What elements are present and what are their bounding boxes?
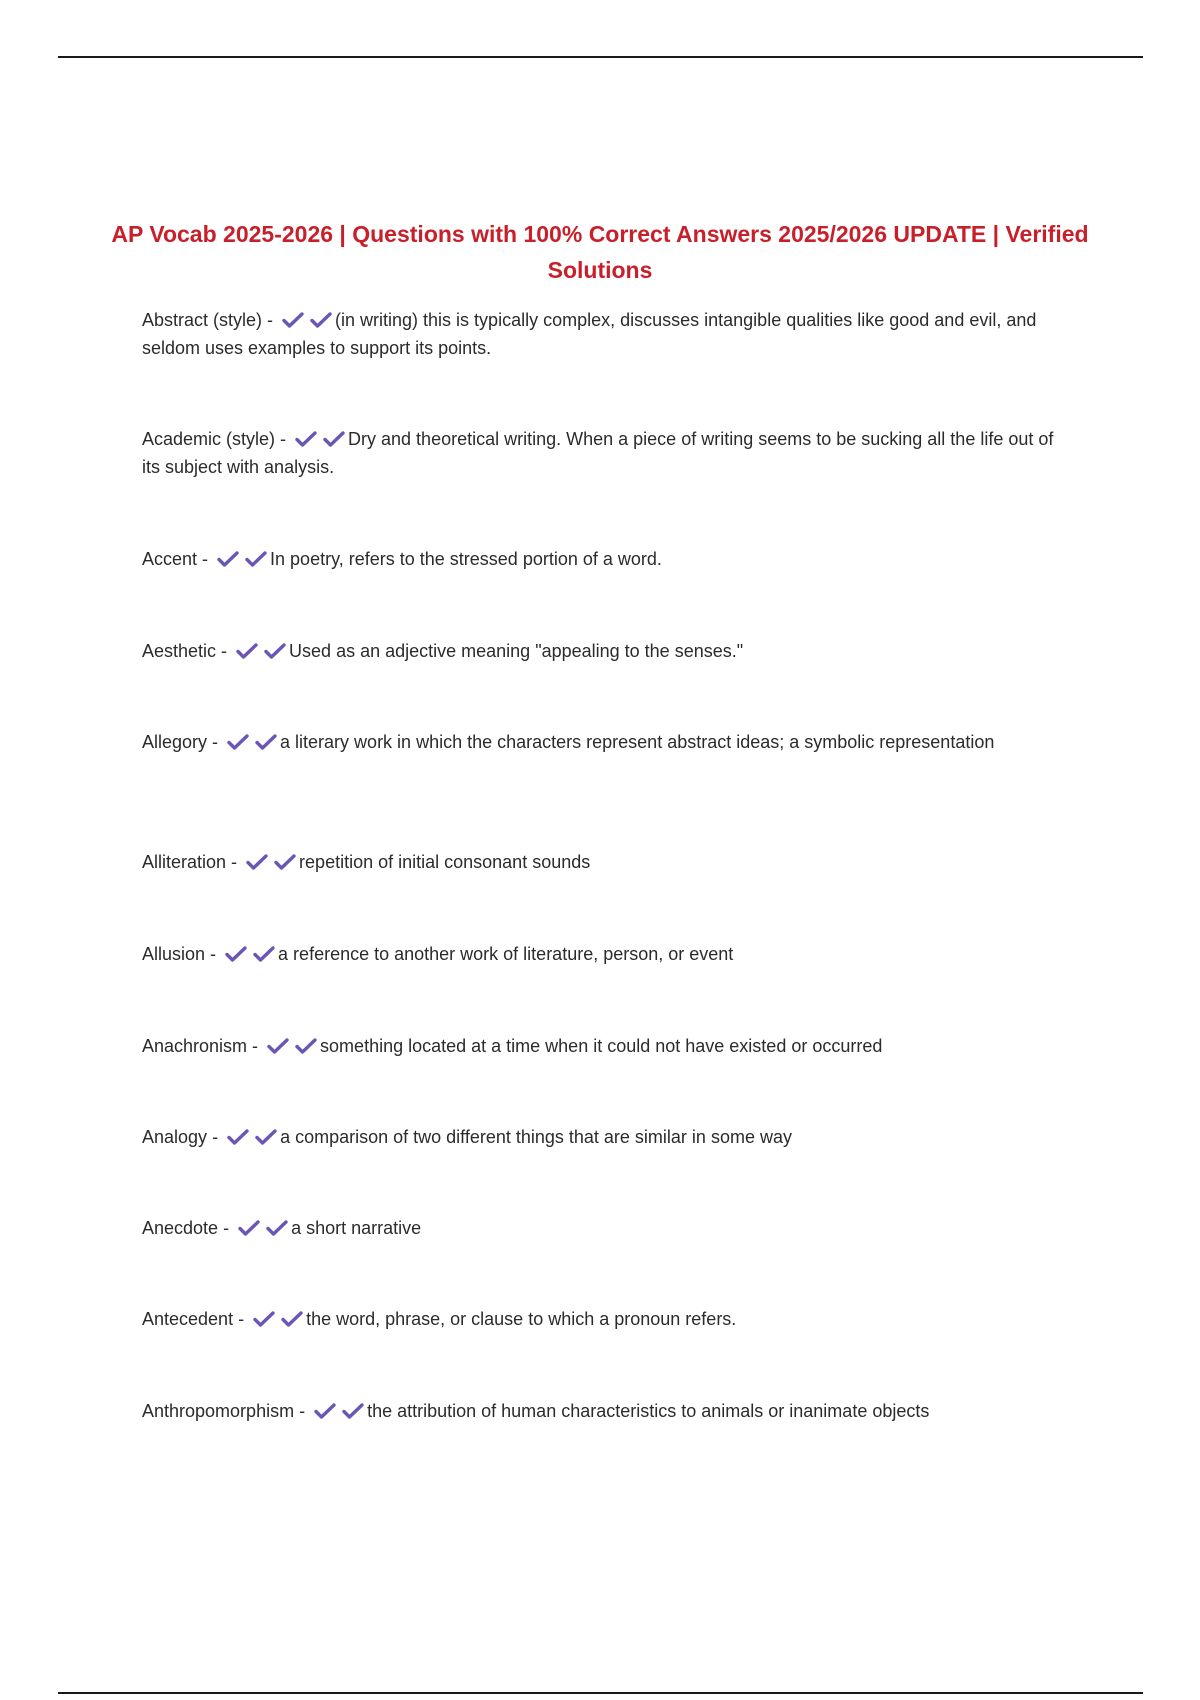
checkmark-icon [253, 946, 275, 962]
entry-term: Allegory [142, 732, 208, 752]
entry-term: Academic (style) [142, 429, 276, 449]
vocab-entry [142, 1123, 1072, 1151]
checkmark-icon [310, 312, 332, 328]
entry-separator: - [233, 1309, 250, 1329]
check-pair [253, 1305, 303, 1333]
entry-definition: repetition of initial consonant sounds [299, 852, 591, 872]
entry-definition: a comparison of two different things that are similar in some way [280, 1127, 792, 1147]
entry-term: Aesthetic [142, 641, 217, 661]
entry-definition: a short narrative [291, 1218, 422, 1238]
entry-definition: the word, phrase, or clause to which a pronoun refers. [306, 1309, 737, 1329]
check-pair [236, 637, 286, 665]
entry-term: Analogy [142, 1127, 208, 1147]
check-pair [227, 728, 277, 756]
check-pair [238, 1214, 288, 1242]
vocab-entry [142, 728, 1072, 756]
vocab-entry [142, 306, 1072, 362]
entry-separator: - [207, 732, 224, 752]
entry-separator: - [197, 549, 214, 569]
check-pair [267, 1032, 317, 1060]
checkmark-icon [281, 1311, 303, 1327]
entry-separator: - [226, 852, 243, 872]
check-pair [295, 425, 345, 453]
entry-definition: a literary work in which the characters represent abstract ideas; a symbolic representation [280, 732, 995, 752]
checkmark-icon [246, 854, 268, 870]
entry-separator: - [216, 641, 233, 661]
entry-definition: a reference to another work of literature, person, or event [278, 944, 734, 964]
checkmark-icon [282, 312, 304, 328]
document-title: AP Vocab 2025-2026 | Questions with 100% Correct Answers 2025/2026 UPDATE | Verified Solutions [111, 221, 1089, 283]
entry-definition: (in writing) this is typically complex, discusses intangible qualities like good and evil, and seldom uses examples to support its points. [142, 310, 1037, 358]
entry-term: Alliteration [142, 852, 227, 872]
checkmark-icon [342, 1403, 364, 1419]
top-rule [58, 56, 1143, 58]
vocab-entry [142, 637, 1072, 665]
entry-term: Anthropomorphism [142, 1401, 295, 1421]
checkmark-icon [323, 431, 345, 447]
entry-definition: In poetry, refers to the stressed portion of a word. [270, 549, 662, 569]
vocab-entry [142, 848, 1072, 876]
checkmark-icon [217, 551, 239, 567]
checkmark-icon [227, 1129, 249, 1145]
checkmark-icon [314, 1403, 336, 1419]
check-pair [217, 545, 267, 573]
checkmark-icon [238, 1220, 260, 1236]
entry-definition: the attribution of human characteristics to animals or inanimate objects [367, 1401, 930, 1421]
entry-term: Abstract (style) [142, 310, 263, 330]
entry-term: Anachronism [142, 1036, 248, 1056]
checkmark-icon [227, 734, 249, 750]
checkmark-icon [255, 1129, 277, 1145]
check-pair [314, 1397, 364, 1425]
vocab-entry [142, 1397, 1072, 1425]
checkmark-icon [266, 1220, 288, 1236]
entry-separator: - [205, 944, 222, 964]
checkmark-icon [245, 551, 267, 567]
entry-separator: - [247, 1036, 264, 1056]
entry-definition: something located at a time when it could not have existed or occurred [320, 1036, 883, 1056]
entry-term: Anecdote [142, 1218, 219, 1238]
check-pair [227, 1123, 277, 1151]
vocab-entry [142, 1214, 1072, 1242]
entry-separator: - [294, 1401, 311, 1421]
entry-separator: - [207, 1127, 224, 1147]
checkmark-icon [295, 1038, 317, 1054]
checkmark-icon [295, 431, 317, 447]
vocab-entry [142, 425, 1072, 481]
bottom-rule [58, 1692, 1143, 1694]
entry-separator: - [275, 429, 292, 449]
entry-term: Antecedent [142, 1309, 234, 1329]
vocab-entry [142, 1305, 1072, 1333]
checkmark-icon [255, 734, 277, 750]
entry-term: Allusion [142, 944, 206, 964]
entry-term: Accent [142, 549, 198, 569]
vocab-entry [142, 545, 1072, 573]
check-pair [282, 306, 332, 334]
entry-separator: - [218, 1218, 235, 1238]
checkmark-icon [253, 1311, 275, 1327]
entry-separator: - [262, 310, 279, 330]
checkmark-icon [225, 946, 247, 962]
entry-definition: Dry and theoretical writing. When a piece of writing seems to be sucking all the life out of its subject with analysis. [142, 429, 1054, 477]
check-pair [225, 940, 275, 968]
checkmark-icon [274, 854, 296, 870]
checkmark-icon [267, 1038, 289, 1054]
checkmark-icon [264, 643, 286, 659]
check-pair [246, 848, 296, 876]
vocab-entry [142, 940, 1072, 968]
entry-definition: Used as an adjective meaning "appealing to the senses." [289, 641, 744, 661]
checkmark-icon [236, 643, 258, 659]
vocab-entry [142, 1032, 1072, 1060]
